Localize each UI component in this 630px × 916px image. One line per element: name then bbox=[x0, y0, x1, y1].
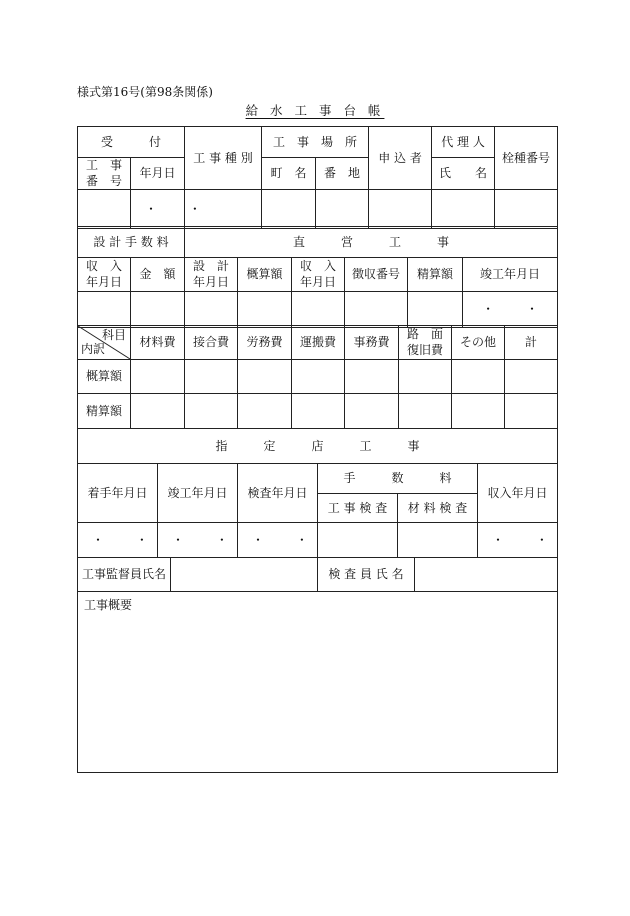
total-header: 計 bbox=[505, 326, 558, 360]
table-cell[interactable] bbox=[185, 394, 238, 429]
settled-amount-header: 精算額 bbox=[408, 258, 463, 292]
designated-contractor-section bbox=[77, 428, 562, 558]
work-site-header: 工 事 場 所 bbox=[262, 127, 369, 158]
fee-receipt-date-header: 収 入 年月日 bbox=[78, 258, 131, 292]
start-date-cell[interactable]: ・ ・ bbox=[78, 523, 158, 558]
labor-cost-header: 労務費 bbox=[238, 326, 292, 360]
road-restoration-header: 路 面 復旧費 bbox=[399, 326, 452, 360]
agent-header: 代 理 人 bbox=[432, 127, 495, 158]
work-number-header: 工 事 番 号 bbox=[78, 158, 131, 190]
work-inspection-fee-cell[interactable] bbox=[318, 523, 398, 558]
work-inspection-header: 工 事 検 査 bbox=[318, 494, 398, 523]
form-number-label: 様式第16号(第98条関係) bbox=[77, 85, 213, 99]
cost-breakdown-section bbox=[77, 325, 557, 429]
table-cell[interactable] bbox=[505, 394, 558, 429]
work-type-header: 工 事 種 別 bbox=[185, 127, 262, 190]
lot-number-cell[interactable] bbox=[316, 190, 369, 229]
town-name-header: 町 名 bbox=[262, 158, 316, 190]
applicant-cell[interactable] bbox=[369, 190, 432, 229]
work-summary-area[interactable] bbox=[78, 592, 558, 773]
lot-number-header: 番 地 bbox=[316, 158, 369, 190]
table-cell[interactable] bbox=[238, 360, 292, 394]
design-fee-section bbox=[77, 226, 557, 328]
amount-header: 金 額 bbox=[131, 258, 185, 292]
fee-header: 手 数 料 bbox=[318, 464, 478, 494]
design-date-cell[interactable] bbox=[185, 292, 238, 328]
collection-number-cell[interactable] bbox=[345, 292, 408, 328]
material-inspection-fee-cell[interactable] bbox=[398, 523, 478, 558]
fee-receipt-date-cell[interactable] bbox=[78, 292, 131, 328]
other-cost-header: その他 bbox=[452, 326, 505, 360]
completion-date-header: 竣工年月日 bbox=[463, 258, 558, 292]
table-cell[interactable] bbox=[345, 394, 399, 429]
work-number-cell[interactable] bbox=[78, 190, 131, 229]
office-cost-header: 事務費 bbox=[345, 326, 399, 360]
supervision-section bbox=[77, 557, 557, 773]
supervisor-name-label: 工事監督員氏名 bbox=[78, 558, 171, 592]
design-fee-header: 設 計 手 数 料 bbox=[78, 227, 185, 258]
collection-number-header: 徴収番号 bbox=[345, 258, 408, 292]
transport-cost-header: 運搬費 bbox=[292, 326, 345, 360]
completion-date-header: 竣工年月日 bbox=[158, 464, 238, 523]
table-cell[interactable] bbox=[452, 360, 505, 394]
designated-works-header: 指 定 店 工 事 bbox=[78, 429, 558, 464]
agent-name-cell[interactable] bbox=[432, 190, 495, 229]
receipt-date-header: 収入年月日 bbox=[478, 464, 558, 523]
estimate-amount-cell[interactable] bbox=[238, 292, 292, 328]
table-cell[interactable] bbox=[399, 360, 452, 394]
inspector-name-cell[interactable] bbox=[415, 558, 558, 592]
joining-cost-header: 接合費 bbox=[185, 326, 238, 360]
design-date-header: 設 計 年月日 bbox=[185, 258, 238, 292]
table-cell[interactable] bbox=[452, 394, 505, 429]
table-cell[interactable] bbox=[185, 360, 238, 394]
estimate-amount-header: 概算額 bbox=[238, 258, 292, 292]
form-title: 給 水 工 事 台 帳 bbox=[245, 103, 385, 118]
completion-date-cell[interactable]: ・ ・ bbox=[158, 523, 238, 558]
material-inspection-header: 材 料 検 査 bbox=[398, 494, 478, 523]
settlement-row-label: 精算額 bbox=[78, 394, 131, 429]
applicant-header: 申 込 者 bbox=[369, 127, 432, 190]
table-cell[interactable] bbox=[399, 394, 452, 429]
table-cell[interactable] bbox=[131, 360, 185, 394]
table-cell[interactable] bbox=[292, 360, 345, 394]
agent-name-header: 氏 名 bbox=[432, 158, 495, 190]
tap-number-header: 栓種番号 bbox=[495, 127, 558, 190]
material-cost-header: 材料費 bbox=[131, 326, 185, 360]
receipt-date-cell[interactable]: ・ ・ bbox=[478, 523, 558, 558]
inspector-name-label: 検 査 員 氏 名 bbox=[318, 558, 415, 592]
table-cell[interactable] bbox=[238, 394, 292, 429]
town-name-cell[interactable] bbox=[262, 190, 316, 229]
estimate-row-label: 概算額 bbox=[78, 360, 131, 394]
start-date-header: 着手年月日 bbox=[78, 464, 158, 523]
supervisor-name-cell[interactable] bbox=[171, 558, 318, 592]
reception-header: 受 付 bbox=[78, 127, 185, 158]
table-cell[interactable] bbox=[345, 360, 399, 394]
tap-number-cell[interactable] bbox=[495, 190, 558, 229]
inspection-date-header: 検査年月日 bbox=[238, 464, 318, 523]
works-receipt-date-cell[interactable] bbox=[292, 292, 345, 328]
item-breakdown-corner: 科目 内訳 bbox=[78, 326, 131, 360]
inspection-date-cell[interactable]: ・ ・ bbox=[238, 523, 318, 558]
table-cell[interactable] bbox=[292, 394, 345, 429]
completion-date-cell[interactable]: ・ ・ bbox=[463, 292, 558, 328]
settled-amount-cell[interactable] bbox=[408, 292, 463, 328]
table-cell[interactable] bbox=[131, 394, 185, 429]
direct-works-header: 直 営 工 事 bbox=[185, 227, 558, 258]
reception-section bbox=[77, 126, 557, 229]
reception-date-cell[interactable]: ・ ・ bbox=[131, 190, 185, 229]
amount-cell[interactable] bbox=[131, 292, 185, 328]
work-summary-label: 工事概要 bbox=[84, 598, 133, 612]
reception-date-header: 年月日 bbox=[131, 158, 185, 190]
works-receipt-date-header: 収 入 年月日 bbox=[292, 258, 345, 292]
table-cell[interactable] bbox=[505, 360, 558, 394]
